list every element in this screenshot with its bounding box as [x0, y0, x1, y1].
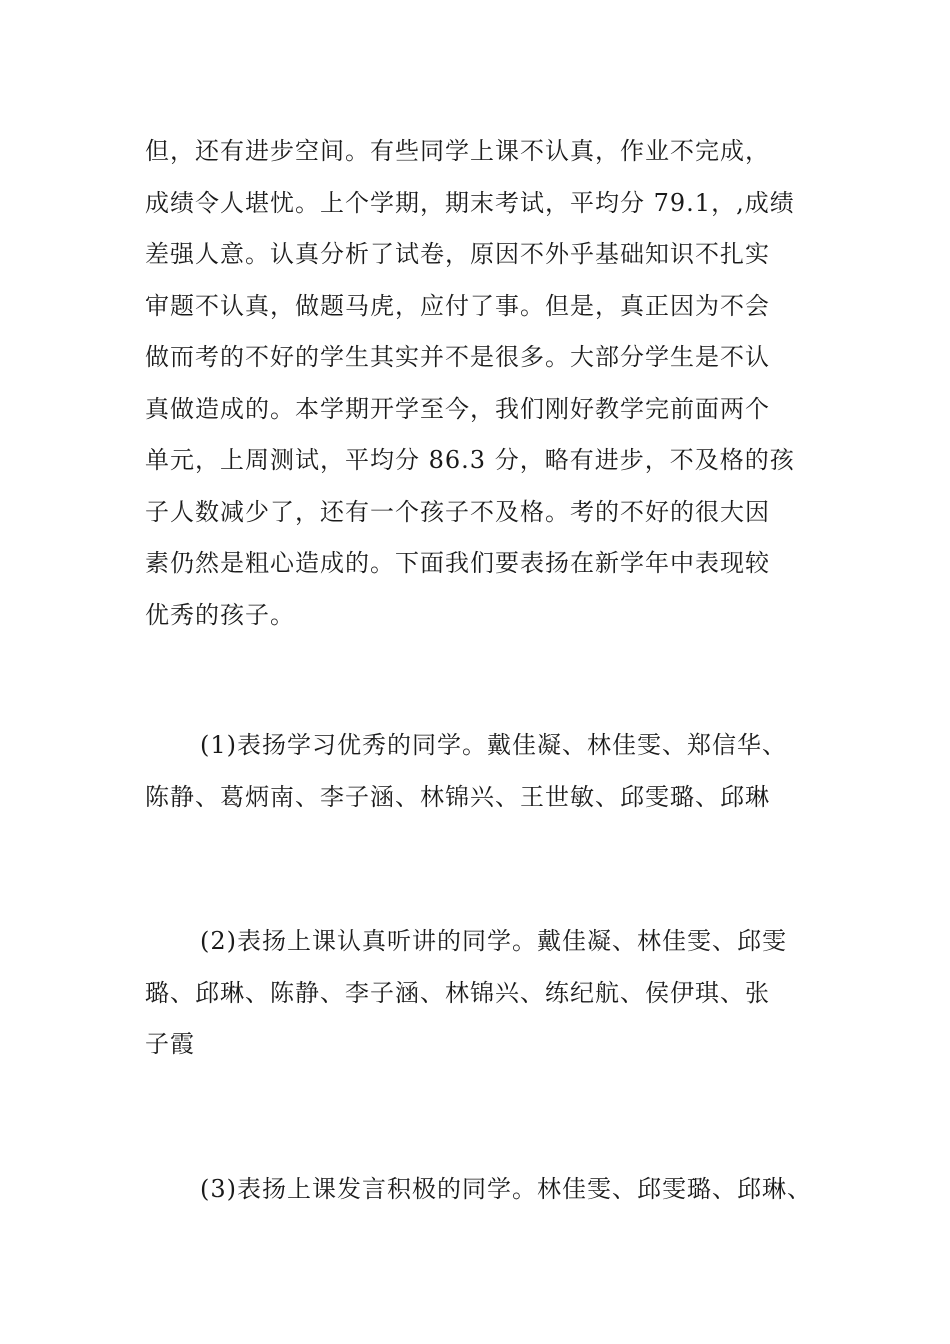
- text-line: 单元，上周测试，平均分 86.3 分，略有进步，不及格的孩: [145, 446, 795, 474]
- paragraph-summary: [145, 126, 815, 641]
- text-line: 成绩令人堪忧。上个学期，期末考试，平均分 79.1，,成绩: [145, 188, 795, 217]
- text-line: (3)表扬上课发言积极的同学。林佳雯、邱雯璐、邱琳、: [200, 1175, 812, 1203]
- text-line: 优秀的孩子。: [145, 600, 295, 629]
- text-line: (1)表扬学习优秀的同学。戴佳凝、林佳雯、郑信华、: [200, 731, 787, 759]
- text-line: 真做造成的。本学期开学至今，我们刚好教学完前面两个: [145, 394, 770, 423]
- text-line: 子霞: [145, 1030, 195, 1058]
- paragraph-praise-speaking: [145, 1164, 815, 1216]
- text-line: 陈静、葛炳南、李子涵、林锦兴、王世敏、邱雯璐、邱琳: [145, 782, 770, 811]
- text-line: 素仍然是粗心造成的。下面我们要表扬在新学年中表现较: [145, 549, 770, 577]
- text-line: (2)表扬上课认真听讲的同学。戴佳凝、林佳雯、邱雯: [200, 927, 787, 955]
- text-line: 审题不认真，做题马虎，应付了事。但是，真正因为不会: [145, 291, 770, 320]
- text-line: 子人数减少了，还有一个孩子不及格。考的不好的很大因: [145, 497, 770, 526]
- text-line: 璐、邱琳、陈静、李子涵、林锦兴、练纪航、侯伊琪、张: [145, 978, 770, 1007]
- paragraph-praise-listening: [145, 916, 815, 1071]
- text-line: 差强人意。认真分析了试卷，原因不外乎基础知识不扎实: [145, 240, 770, 268]
- text-line: 但，还有进步空间。有些同学上课不认真，作业不完成，: [145, 137, 770, 165]
- text-line: 做而考的不好的学生其实并不是很多。大部分学生是不认: [145, 343, 770, 371]
- paragraph-praise-study: [145, 720, 815, 823]
